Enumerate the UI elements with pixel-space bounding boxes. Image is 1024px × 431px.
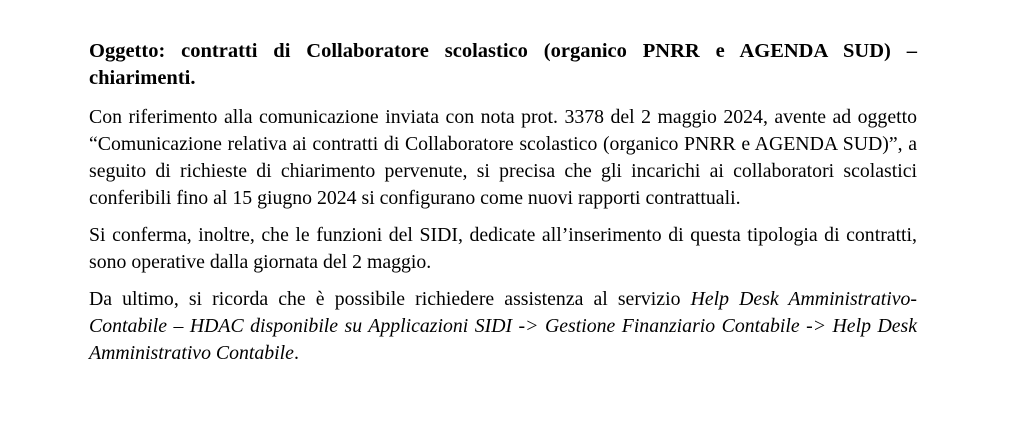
paragraph-sidi-confirmation: Si conferma, inoltre, che le funzioni del SIDI, dedicate all’inserimento di questa tipologia di contratti, sono operative dalla giornata del 2 maggio. [89,224,917,273]
paragraph-reference: Con riferimento alla comunicazione inviata con nota prot. 3378 del 2 maggio 2024, avente ad oggetto “Comunicazione relativa ai contratti di Collaboratore scolastico (organico PNRR e AGENDA SUD)”, a seguito di richieste di chiarimento pervenute, si precisa che gli incarichi ai collaboratori scolastici conferibili fino al 15 giugno 2024 si configurano come nuovi rapporti contrattuali. [89,106,917,209]
assistance-intro: Da ultimo, si ricorda che è possibile richiedere assistenza al servizio [89,288,691,310]
subject-line: Oggetto: contratti di Collaboratore scolastico (organico PNRR e AGENDA SUD) – chiarimenti. [89,40,917,89]
document-body [89,38,917,377]
assistance-end: . [293,342,299,364]
paragraph-assistance [89,286,917,367]
helpdesk-path: Help Desk Amministrativo-Contabile – HDAC disponibile su Applicazioni SIDI -> Gestione Finanziario Contabile -> Help Desk Amministrativo Contabile [89,288,917,364]
